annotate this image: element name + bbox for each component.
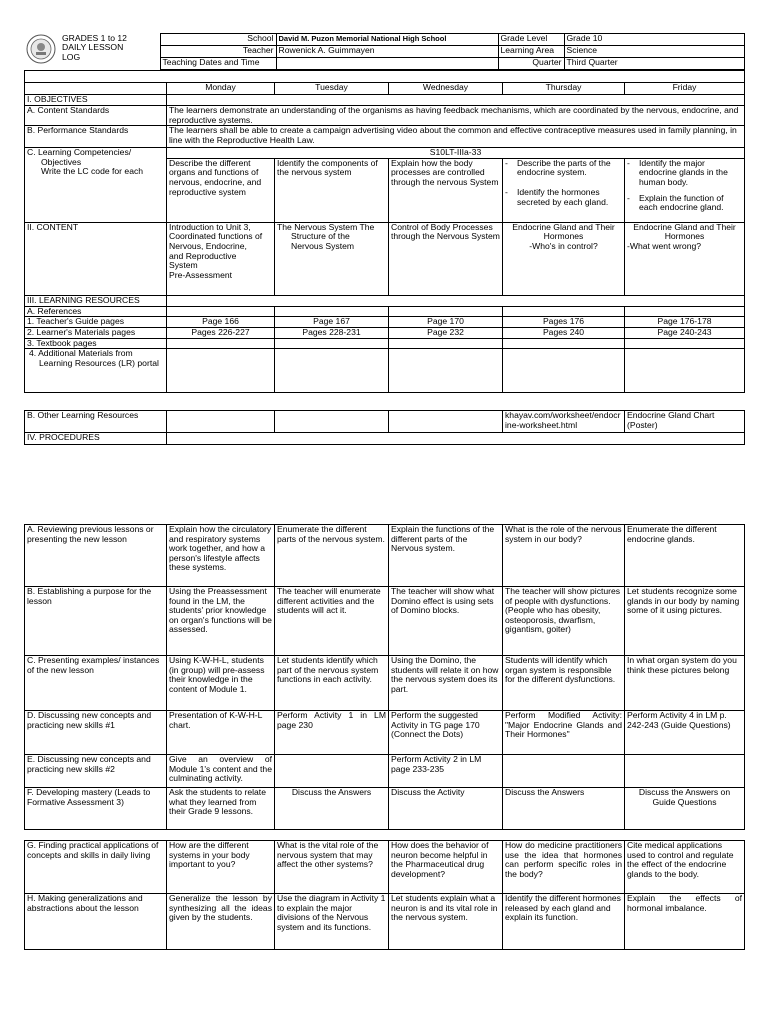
- proc-d-thursday: Perform Modified Activity: "Major Endocrine Glands and Their Hormones": [503, 711, 625, 755]
- tg-friday: Page 176-178: [625, 317, 745, 328]
- content-friday-2: Hormones: [664, 231, 705, 242]
- procedures-table: [24, 524, 745, 830]
- proc-g-tuesday: What is the vital role of the nervous system that may affect the other systems?: [275, 841, 389, 894]
- objective-thursday-2: Identify the hormones secreted by each gland.: [517, 186, 609, 207]
- proc-h-friday: Explain the effects of hormonal imbalance.: [625, 894, 745, 950]
- additional-materials-label: 4. Additional Materials from Learning Resources (LR) portal: [25, 349, 167, 393]
- proc-h-tuesday: Use the diagram in Activity 1 to explain the major divisions of the Nervous system and its functions.: [275, 894, 389, 950]
- other-resources-thursday: khayav.com/worksheet/endocrine-worksheet.html: [503, 411, 625, 433]
- competencies-label: [25, 148, 167, 223]
- day-friday: Friday: [625, 83, 745, 95]
- content-monday: Introduction to Unit 3, Coordinated functions of Nervous, Endocrine, and Reproductive System Pre-Assessment: [167, 222, 275, 295]
- proc-e-tuesday: [275, 755, 389, 788]
- procedures-heading: IV. PROCEDURES: [25, 433, 167, 445]
- performance-standards-label: B. Performance Standards: [25, 126, 167, 148]
- day-wednesday: Wednesday: [389, 83, 503, 95]
- proc-f-label: F. Developing mastery (Leads to Formative Assessment 3): [25, 788, 167, 830]
- proc-f-wednesday: Discuss the Activity: [389, 788, 503, 830]
- objectives-table: [24, 70, 745, 393]
- lc-code: S10LT-IIIa-33: [167, 148, 745, 159]
- area-label: Learning Area: [498, 46, 564, 58]
- school-label: School: [160, 34, 276, 46]
- proc-f-thursday: Discuss the Answers: [503, 788, 625, 830]
- proc-c-thursday: Students will identify which organ system is responsible for the different dysfunctions.: [503, 656, 625, 711]
- proc-c-label: C. Presenting examples/ instances of the new lesson: [25, 656, 167, 711]
- school-value: David M. Puzon Memorial National High School: [276, 34, 498, 46]
- proc-e-monday: Give an overview of Module 1's content and the culminating activity.: [167, 755, 275, 788]
- textbook-label: 3. Textbook pages: [25, 338, 167, 349]
- proc-a-tuesday: Enumerate the different parts of the nervous system.: [275, 525, 389, 587]
- other-resources-label: B. Other Learning Resources: [25, 411, 167, 433]
- content-tuesday-2: Structure of the: [291, 231, 350, 242]
- proc-h-monday: Generalize the lesson by synthesizing all the ideas given by the students.: [167, 894, 275, 950]
- proc-a-monday: Explain how the circulatory and respiratory systems work together, and how a person's lifestyle affects these systems.: [167, 525, 275, 587]
- proc-g-friday: Cite medical applications used to control and regulate the effect of the endocrine glands to the body.: [625, 841, 745, 894]
- content-friday-3: -What went wrong?: [627, 240, 702, 251]
- lm-tuesday: Pages 228-231: [275, 327, 389, 338]
- tg-monday: Page 166: [167, 317, 275, 328]
- content-thursday-3: -Who's in control?: [529, 240, 598, 251]
- day-monday: Monday: [167, 83, 275, 95]
- proc-d-friday: Perform Activity 4 in LM p. 242-243 (Guide Questions): [625, 711, 745, 755]
- proc-d-tuesday: Perform Activity 1 in LM page 230: [275, 711, 389, 755]
- proc-e-thursday: [503, 755, 625, 788]
- references-label: A. References: [25, 306, 167, 317]
- content-thursday: [503, 222, 625, 295]
- objective-tuesday: Identify the components of the nervous system: [275, 158, 389, 222]
- proc-d-wednesday: Perform the suggested Activity in TG page 170 (Connect the Dots): [389, 711, 503, 755]
- grade-value: Grade 10: [564, 34, 744, 46]
- content-tuesday: [275, 222, 389, 295]
- content-friday: [625, 222, 745, 295]
- lm-thursday: Pages 240: [503, 327, 625, 338]
- proc-d-monday: Presentation of K-W-H-L chart.: [167, 711, 275, 755]
- objective-friday-1: Identify the major endocrine glands in the human body.: [639, 158, 728, 187]
- objective-friday-2: Explain the function of each endocrine gland.: [639, 192, 724, 213]
- resources-blank: [167, 295, 745, 306]
- spacer-row: [25, 71, 745, 83]
- teacher-value: Rowenick A. Guimmayen: [276, 46, 498, 58]
- teacher-label: Teacher: [160, 46, 276, 58]
- proc-d-label: D. Discussing new concepts and practicing new skills #1: [25, 711, 167, 755]
- proc-h-thursday: Identify the different hormones released by each gland and explain its function.: [503, 894, 625, 950]
- proc-c-tuesday: Let students identify which part of the nervous system functions in each activity.: [275, 656, 389, 711]
- proc-a-thursday: What is the role of the nervous system in our body?: [503, 525, 625, 587]
- objective-monday: Describe the different organs and functions of nervous, endocrine, and reproductive system: [167, 158, 275, 222]
- lm-wednesday: Page 232: [389, 327, 503, 338]
- proc-a-friday: Enumerate the different endocrine glands.: [625, 525, 745, 587]
- proc-a-label: A. Reviewing previous lessons or presenting the new lesson: [25, 525, 167, 587]
- proc-a-wednesday: Explain the functions of the different parts of the Nervous system.: [389, 525, 503, 587]
- day-thursday: Thursday: [503, 83, 625, 95]
- title-line-3: LOG: [62, 51, 81, 62]
- proc-h-wednesday: Let students explain what a neuron is and its vital role in the nervous system.: [389, 894, 503, 950]
- proc-f-friday: Discuss the Answers on Guide Questions: [625, 788, 745, 830]
- title-line-1: GRADES 1 to 12: [62, 33, 127, 43]
- objectives-heading: I. OBJECTIVES: [25, 95, 167, 106]
- performance-standards-text: The learners shall be able to create a campaign advertising video about the common and effective contraceptive measures used in family planning, in line with the Reproductive Health Law.: [167, 126, 745, 148]
- lm-monday: Pages 226-227: [167, 327, 275, 338]
- proc-c-monday: Using K-W-H-L, students (in group) will pre-assess their knowledge in the content of Module 1.: [167, 656, 275, 711]
- dates-value: [276, 58, 498, 70]
- other-resources-table: [24, 410, 745, 445]
- proc-g-monday: How are the different systems in your body important to you?: [167, 841, 275, 894]
- competencies-label-1: C. Learning Competencies/: [27, 147, 132, 158]
- proc-e-friday: [625, 755, 745, 788]
- tg-label: 1. Teacher's Guide pages: [25, 317, 167, 328]
- proc-h-label: H. Making generalizations and abstractions about the lesson: [25, 894, 167, 950]
- competencies-label-2: Objectives: [41, 156, 82, 167]
- area-value: Science: [564, 46, 744, 58]
- proc-g-thursday: How do medicine practitioners use the idea that hormones can perform specific roles in the body?: [503, 841, 625, 894]
- day-blank: [25, 83, 167, 95]
- day-tuesday: Tuesday: [275, 83, 389, 95]
- content-standards-label: A. Content Standards: [25, 106, 167, 126]
- content-wednesday: Control of Body Processes through the Nervous System: [389, 222, 503, 295]
- procedures-table-2: [24, 840, 745, 950]
- resources-heading: III. LEARNING RESOURCES: [25, 295, 167, 306]
- proc-b-wednesday: The teacher will show what Domino effect is using sets of Domino blocks.: [389, 587, 503, 656]
- other-resources-friday: Endocrine Gland Chart (Poster): [625, 411, 745, 433]
- proc-c-wednesday: Using the Domino, the students will relate it on how the nervous system does its part.: [389, 656, 503, 711]
- proc-g-wednesday: How does the behavior of neuron become helpful in the Pharmaceutical drug development?: [389, 841, 503, 894]
- lm-label: 2. Learner's Materials pages: [25, 327, 167, 338]
- proc-b-friday: Let students recognize some glands in our body by naming some of it using pictures.: [625, 587, 745, 656]
- tg-wednesday: Page 170: [389, 317, 503, 328]
- content-standards-text: The learners demonstrate an understanding of the organisms as having feedback mechanisms, which are coordinated by the nervous, endocrine, and reproductive systems.: [167, 106, 745, 126]
- dates-label: Teaching Dates and Time: [160, 58, 276, 70]
- proc-f-monday: Ask the students to relate what they learned from their Grade 9 lessons.: [167, 788, 275, 830]
- objective-thursday: - Describe the parts of the endocrine system. - Identify the hormones secreted by each gland.: [503, 158, 625, 222]
- deped-seal-icon: [26, 34, 56, 64]
- content-tuesday-3: Nervous System: [291, 240, 355, 251]
- content-tuesday-1: The Nervous System The: [277, 222, 375, 232]
- proc-b-monday: Using the Preassessment found in the LM, the students' prior knowledge on organ's functions will be assessed.: [167, 587, 275, 656]
- objective-thursday-1: Describe the parts of the endocrine system.: [517, 158, 611, 178]
- tg-thursday: Pages 176: [503, 317, 625, 328]
- proc-f-tuesday: Discuss the Answers: [275, 788, 389, 830]
- proc-g-label: G. Finding practical applications of concepts and skills in daily living: [25, 841, 167, 894]
- objective-friday: - Identify the major endocrine glands in the human body. - Explain the function of each endocrine gland.: [625, 158, 745, 222]
- objectives-blank: [167, 95, 745, 106]
- lm-friday: Page 240-243: [625, 327, 745, 338]
- title-line-2: DAILY LESSON: [62, 42, 124, 53]
- proc-b-tuesday: The teacher will enumerate different activities and the students will act it.: [275, 587, 389, 656]
- content-friday-1: Endocrine Gland and Their: [633, 222, 736, 232]
- competencies-label-3: Write the LC code for each: [41, 166, 144, 177]
- quarter-value: Third Quarter: [564, 58, 744, 70]
- grade-label: Grade Level: [498, 34, 564, 46]
- proc-c-friday: In what organ system do you think these pictures belong: [625, 656, 745, 711]
- proc-e-label: E. Discussing new concepts and practicing new skills #2: [25, 755, 167, 788]
- proc-e-wednesday: Perform Activity 2 in LM page 233-235: [389, 755, 503, 788]
- proc-b-label: B. Establishing a purpose for the lesson: [25, 587, 167, 656]
- proc-b-thursday: The teacher will show pictures of people with dysfunctions. (People who has obesity, osteoporosis, dwarfism, gigantism, goiter): [503, 587, 625, 656]
- quarter-label: Quarter: [498, 58, 564, 70]
- content-thursday-2: Hormones: [543, 231, 584, 242]
- content-heading: II. CONTENT: [25, 222, 167, 295]
- title-cell: [24, 34, 160, 70]
- objective-wednesday: Explain how the body processes are controlled through the nervous System: [389, 158, 503, 222]
- content-thursday-1: Endocrine Gland and Their: [512, 222, 615, 232]
- tg-tuesday: Page 167: [275, 317, 389, 328]
- header-table: [24, 33, 745, 70]
